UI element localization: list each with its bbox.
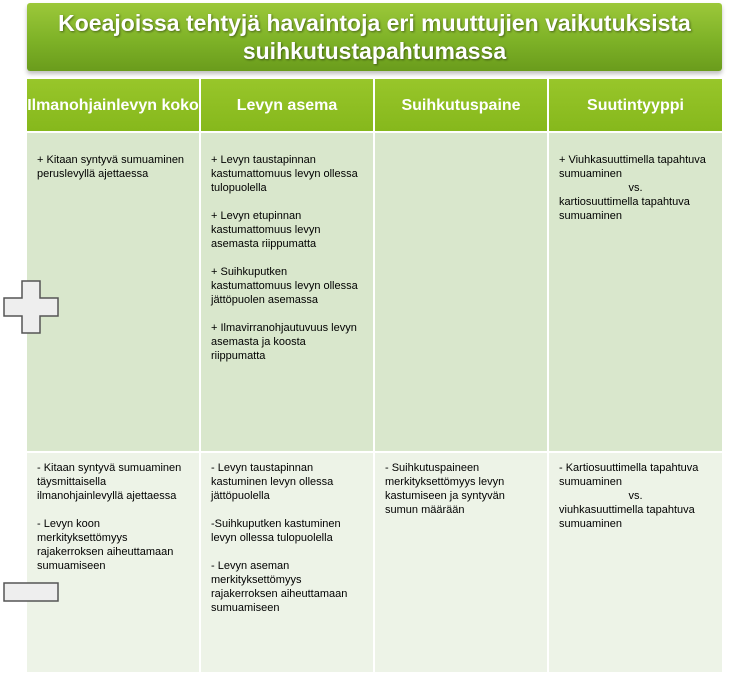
observation-text: + Levyn taustapinnan kastumattomuus levyn ollessa tulopuolella — [211, 154, 358, 194]
cell-minus-plate-position — [201, 453, 375, 672]
observation-text: - Levyn aseman merkityksettömyys rajakerroksen aiheuttamaan sumuamiseen — [211, 560, 348, 614]
minus-icon — [3, 582, 59, 602]
observation-text: + Viuhkasuuttimella tapahtuva sumuaminen — [559, 154, 706, 180]
page-title: Koeajoissa tehtyjä havaintoja eri muuttujien vaikutuksista suihkutustapahtumassa — [58, 10, 691, 64]
observation-text: -Suihkuputken kastuminen levyn ollessa tulopuolella — [211, 518, 341, 544]
versus-label: vs. — [628, 490, 643, 502]
observation-text: + Ilmavirranohjautuvuus levyn asemasta ja koosta riippumatta — [211, 322, 357, 362]
negative-observations-row — [27, 453, 722, 672]
column-header-plate-size: Ilmanohjainlevyn koko — [27, 79, 201, 131]
cell-plus-spray-pressure — [375, 133, 549, 451]
positive-observations-row — [27, 133, 722, 451]
observations-table — [27, 79, 722, 672]
observation-text: + Levyn etupinnan kastumattomuus levyn asemasta riippumatta — [211, 210, 321, 250]
cell-plus-plate-position — [201, 133, 375, 451]
observation-text: - Levyn koon merkityksettömyys rajakerroksen aiheuttamaan sumuamiseen — [37, 518, 174, 572]
column-header-spray-pressure: Suihkutuspaine — [375, 79, 549, 131]
observation-text: - Kartiosuuttimella tapahtuva sumuaminen — [559, 462, 699, 488]
cell-plus-nozzle-type — [549, 133, 722, 451]
column-header-nozzle-type: Suutintyyppi — [549, 79, 722, 131]
cell-minus-spray-pressure — [375, 453, 549, 672]
column-header-plate-position: Levyn asema — [201, 79, 375, 131]
observation-text: - Suihkutuspaineen merkityksettömyys levyn kastumiseen ja syntyvän sumun määrään — [385, 462, 505, 516]
observation-text: + Suihkuputken kastumattomuus levyn ollessa jättöpuolen asemassa — [211, 266, 358, 306]
observation-text: - Kitaan syntyvä sumuaminen täysmittaisella ilmanohjainlevyllä ajettaessa — [37, 462, 182, 502]
plus-icon — [3, 280, 59, 334]
observation-text: kartiosuuttimella tapahtuva sumuaminen — [559, 196, 690, 222]
cell-minus-plate-size — [27, 453, 201, 672]
versus-label: vs. — [628, 182, 643, 194]
header-row — [27, 79, 722, 131]
observation-text: viuhkasuuttimella tapahtuva sumuaminen — [559, 504, 695, 530]
observation-text: - Levyn taustapinnan kastuminen levyn ollessa jättöpuolella — [211, 462, 334, 502]
title-banner — [27, 3, 722, 71]
cell-minus-nozzle-type — [549, 453, 722, 672]
observation-text: + Kitaan syntyvä sumuaminen peruslevyllä ajettaessa — [37, 154, 185, 180]
